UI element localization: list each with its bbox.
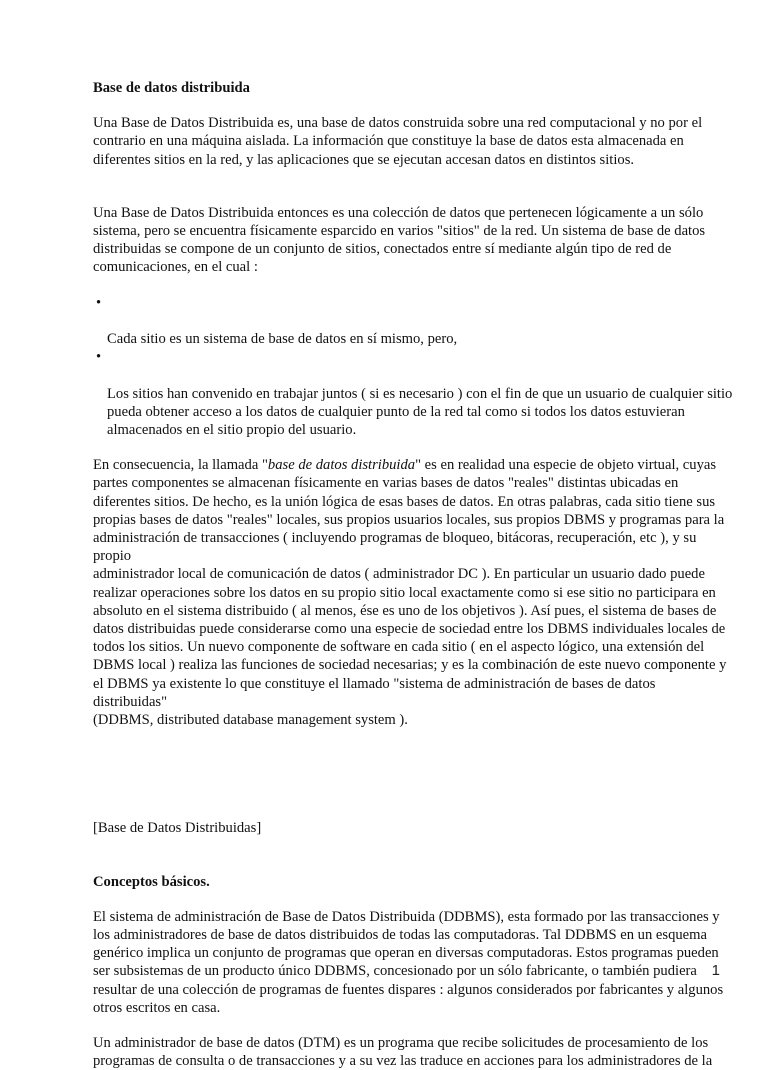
paragraph-dtm: Un administrador de base de datos (DTM) es un programa que recibe solicitudes de procesamiento de los programas de consulta o de transacciones y a su vez las traduce en acciones para los administradores de la — [93, 1034, 713, 1070]
paragraph-consequence — [93, 456, 733, 729]
list-item-text: Cada sitio es un sistema de base de datos en sí mismo, pero, — [107, 331, 458, 348]
document-title: Base de datos distribuida — [93, 80, 250, 96]
paragraph-text: En consecuencia, la llamada " — [93, 457, 268, 474]
italic-term: base de datos distribuida — [267, 457, 416, 474]
list-item — [93, 294, 733, 349]
section-title: Conceptos básicos. — [93, 873, 210, 890]
paragraph-definition: Una Base de Datos Distribuida es, una base de datos construida sobre una red computacional y no por el contrario en una máquina aislada. La información que constituye la base de datos esta almacenada en diferentes sitios en la red, y las aplicaciones que se ejecutan accesan datos en distintos sitios. — [93, 115, 703, 168]
paragraph-ddbms: El sistema de administración de Base de Datos Distribuida (DDBMS), esta formado por las transacciones y los administradores de base de datos distribuidos de todas las computadoras. Tal DDBMS en un esquema genérico implica un conjunto de programas que operan en diversas computadoras. Estos programas pueden ser subsistemas de un producto único DDBMS, concesionado por un sólo fabricante, o también pudiera resultar de una colección de programas de fuentes dispares : algunos considerados por fabricantes y algunos otros escritos en casa. — [93, 908, 724, 1016]
paragraph-collection: Una Base de Datos Distribuida entonces es una colección de datos que pertenecen lógicamente a un sólo sistema, pero se encuentra físicamente esparcido en varios "sitios" de la red. Un sistema de base de datos distribuidas se compone de un conjunto de sitios, conectados entre sí mediante algún tipo de red de comunicaciones, en el cual : — [93, 204, 706, 276]
list-item-text: Los sitios han convenido en trabajar juntos ( si es necesario ) con el fin de que un usuario de cualquier sitio pueda obtener acceso a los datos de cualquier punto de la red tal como si todos los datos estuvieran almacenados en el sitio propio del usuario. — [107, 385, 733, 439]
image-caption: [Base de Datos Distribuidas] — [93, 820, 262, 837]
list-item — [93, 348, 733, 439]
page-number: 1 — [711, 962, 720, 979]
paragraph-text: " es en realidad una especie de objeto virtual, cuyas partes componentes se almacenan físicamente en varias bases de datos "reales" distintas ubicadas en diferentes sitios. De hecho, es la unión lógica de esas bases de datos. En otras palabras, cada sitio tiene sus propias bases de datos "reales" locales, sus propios usuarios locales, sus propios DBMS y programas para la administración de transacciones ( incluyendo programas de bloqueo, bitácoras, recuperación, etc ), y su propio administrador local de comunicación de datos ( administrador DC ). En particular un usuario dado puede realizar operaciones sobre los datos en su propio sitio local exactamente como si ese sitio no participara en absoluto en el sistema distribuido ( al menos, ése es uno de los objetivos ). Así pues, el sistema de bases de datos distribuidas puede considerarse como una especie de sociedad entre los DBMS individuales locales de todos los sitios. Un nuevo componente de software en cada sitio ( en el aspecto lógico, una extensión del DBMS local ) realiza las funciones de sociedad necesarias; y es la combinación de este nuevo componente y el DBMS ya existente lo que constituye el llamado "sistema de administración de bases de datos distribuidas" (DDBMS, distributed database management system ). — [93, 457, 727, 729]
document-page — [93, 79, 733, 1070]
bullet-icon: • — [96, 294, 102, 311]
bullet-list — [93, 294, 733, 440]
bullet-icon: • — [96, 349, 102, 366]
